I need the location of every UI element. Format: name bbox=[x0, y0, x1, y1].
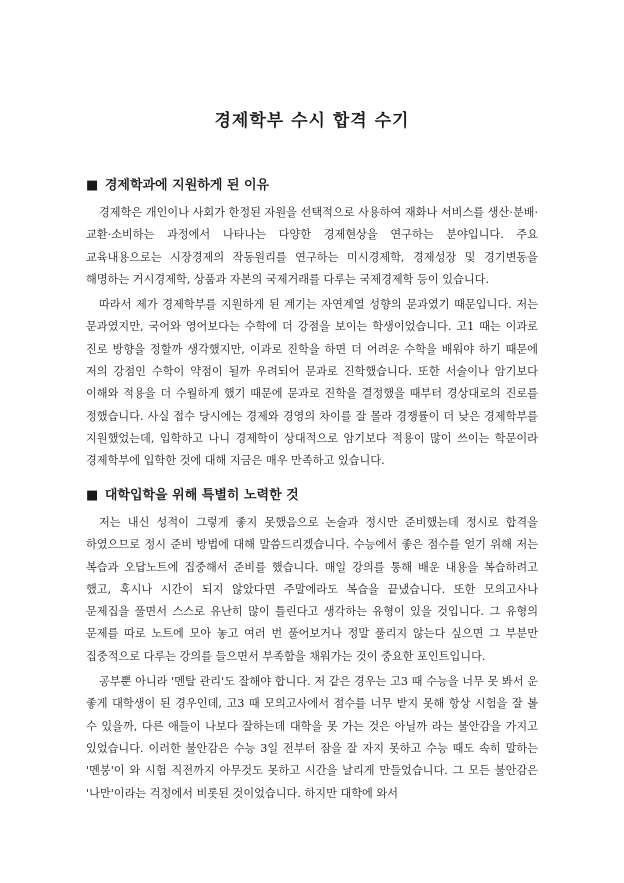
paragraph: 경제학은 개인이나 사회가 한정된 자원을 선택적으로 사용하여 재화나 서비스를 생산·분배·교환·소비하는 과정에서 나타나는 다양한 경제현상을 연구하는 분야입니다. 주요 교육내용으로는 시장경제의 작동원리를 연구하는 미시경제학, 경제성장 및 경기변동을 해명하는 거시경제학, 상품과 자본의 국제거래를 다루는 국제경제학 등이 있습니다. bbox=[86, 206, 538, 286]
paragraph: 저는 내신 성적이 그렇게 좋지 못했음으로 논술과 정시만 준비했는데 정시로 합격을 하였으므로 정시 준비 방법에 대해 말씀드리겠습니다. 수능에서 좋은 점수를 얻기 위해 저는 복습과 오답노트에 집중해서 준비를 했습니다. 매일 강의를 통해 배운 내용을 복습하려고 했고, 혹시나 시간이 되지 않았다면 주말에라도 복습을 끝냈습니다. 또한 모의고사나 문제집을 풀면서 스스로 유난히 많이 틀린다고 생각하는 유형이 있을 것입니다. 그 유형의 문제를 따로 노트에 모아 놓고 여러 번 풀어보거나 정말 풀리지 않는다 싶으면 그 부분만 집중적으로 다루는 강의를 들으면서 부족함을 채워가는 것이 중요한 포인트입니다. bbox=[86, 516, 538, 663]
square-bullet-icon: ■ bbox=[86, 488, 99, 503]
page-title: 경제학부 수시 합격 수기 bbox=[214, 111, 410, 131]
section-heading bbox=[86, 486, 538, 506]
section-effort bbox=[86, 486, 538, 808]
square-bullet-icon: ■ bbox=[86, 178, 99, 193]
section-heading-text: 대학입학을 위해 특별히 노력한 것 bbox=[104, 488, 299, 503]
paragraph: 따라서 제가 경제학부를 지원하게 된 계기는 자연계열 성향의 문과였기 때문입니다. 저는 문과였지만, 국어와 영어보다는 수학에 더 강점을 보이는 학생이었습니다. 고1 때는 이과로 진로 방향을 정할까 생각했지만, 이과로 진학을 하면 더 어려운 수학을 배워야 하기 때문에 저의 강점인 수학이 약점이 될까 우려되어 문과로 진학했습니다. 또한 서술이나 암기보다 이해와 적용을 더 수월하게 했기 때문에 문과로 진학을 결정했을 때부터 경상대로의 진로를 정했습니다. 사실 접수 당시에는 경제와 경영의 차이를 잘 몰라 경쟁률이 더 낮은 경제학부를 지원했었는데, 입학하고 나니 경제학이 상대적으로 암기보다 적용이 많이 쓰이는 학문이라 경제학부에 입학한 것에 대해 지금은 매우 만족하고 있습니다. bbox=[86, 298, 538, 468]
section-heading-text: 경제학과에 지원하게 된 이유 bbox=[104, 178, 270, 193]
section-reason bbox=[86, 176, 538, 476]
section-heading bbox=[86, 176, 538, 196]
paragraph: 공부뿐 아니라 '멘탈 관리'도 잘해야 합니다. 저 같은 경우는 고3 때 수능을 너무 못 봐서 운 좋게 대학생이 된 경우인데, 고3 때 모의고사에서 점수를 너무 받지 못해 항상 시험을 잘 볼 수 있을까, 다른 애들이 나보다 잘하는데 대학을 못 가는 것은 아닐까 라는 불안감을 가지고 있었습니다. 이러한 불안감은 수능 3일 전부터 잠을 잘 자지 못하고 수능 때도 속히 말하는 '멘붕'이 와 시험 직전까지 아무것도 못하고 시간을 날리게 만들었습니다. 그 모든 불안감은 '나만'이라는 걱정에서 비롯된 것이었습니다. 하지만 대학에 와서 bbox=[86, 675, 538, 800]
